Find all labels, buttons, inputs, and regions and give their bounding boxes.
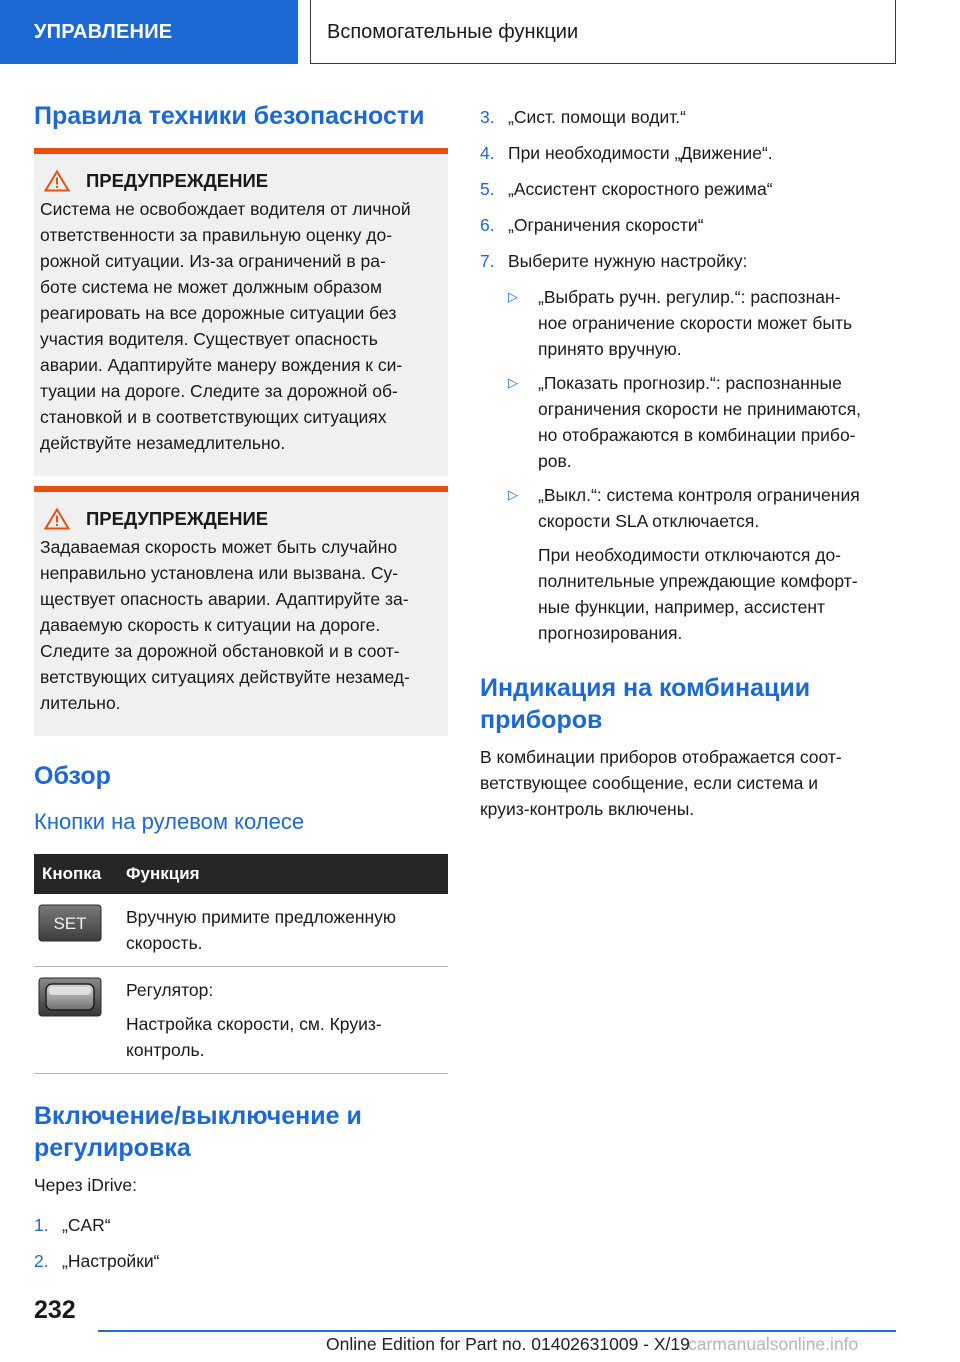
option-line: „Показать прогнозир.“: распознанные: [538, 373, 842, 393]
option-line: ное ограничение скорости может быть: [538, 313, 853, 333]
options-list: [480, 284, 896, 534]
set-button-icon: [38, 904, 102, 942]
display-heading: [480, 672, 896, 736]
option-text: [538, 482, 860, 534]
warning-title-text: ПРЕДУПРЕЖДЕНИЕ: [86, 170, 269, 191]
table-row: [34, 967, 448, 1074]
warning-line: действуйте незамедлительно.: [40, 433, 286, 453]
table-function-cell: [118, 967, 448, 1074]
list-item: [480, 140, 896, 166]
step-text: „CAR“: [62, 1215, 111, 1235]
table-header-row: [34, 854, 448, 894]
list-item: [34, 1212, 448, 1238]
table-icon-cell: [34, 967, 118, 1074]
step-number: 6.: [480, 215, 495, 235]
list-item: [34, 1248, 448, 1274]
note-line: При необходимости отключаются до-: [538, 545, 842, 565]
option-line: ров.: [538, 451, 572, 471]
steps-list: [34, 1212, 448, 1274]
section-tab: УПРАВЛЕНИЕ: [0, 0, 298, 64]
warning-line: Следите за дорожной обстановкой и в соот-: [40, 641, 400, 661]
display-paragraph: [480, 744, 896, 822]
warning-line: лительно.: [40, 693, 121, 713]
note-line: прогнозирования.: [538, 623, 683, 643]
option-line: ограничения скорости не принимаются,: [538, 399, 861, 419]
option-line: принято вручную.: [538, 339, 682, 359]
step-number: 1.: [34, 1215, 49, 1235]
table-icon-cell: [34, 894, 118, 967]
table-function-cell: [118, 894, 448, 967]
display-line: В комбинации приборов отображается соот-: [480, 747, 842, 767]
display-line: ветствующее сообщение, если система и: [480, 773, 818, 793]
warning-line: боте система не может должным образом: [40, 277, 383, 297]
left-column: [34, 100, 448, 1284]
note-line: ные функции, например, ассистент: [538, 597, 825, 617]
on-off-heading-line: Включение/выключение и: [34, 1102, 362, 1130]
table-header-button: Кнопка: [34, 854, 118, 894]
steps-list: [480, 104, 896, 274]
list-item: [480, 176, 896, 202]
step-number: 4.: [480, 143, 495, 163]
option-line: скорости SLA отключается.: [538, 511, 760, 531]
step-text: „Ассистент скоростного режима“: [508, 179, 773, 199]
warning-triangle-icon: [44, 170, 70, 192]
note-line: полнительные упреждающие комфорт-: [538, 571, 858, 591]
list-item: [480, 284, 896, 362]
edition-text: Online Edition for Part no. 01402631009 - X/19: [326, 1334, 690, 1354]
warning-title: [44, 508, 442, 530]
function-text: Регулятор:: [126, 980, 214, 1000]
list-item: [480, 248, 896, 274]
warning-line: даваемую скорость к ситуации на дороге.: [40, 615, 381, 635]
warning-box-1: [34, 148, 448, 476]
step-number: 2.: [34, 1251, 49, 1271]
warning-line: Задаваемая скорость может быть случайно: [40, 537, 398, 557]
safety-heading: Правила техники безопасности: [34, 102, 425, 130]
list-item: [480, 212, 896, 238]
step-text: „Сист. помощи водит.“: [508, 107, 686, 127]
step-number: 7.: [480, 251, 495, 271]
function-text: Настройка скорости, см. Круиз-: [126, 1014, 382, 1034]
warning-line: ществует опасность аварии. Адаптируйте за-: [40, 589, 409, 609]
function-text: скорость.: [126, 933, 203, 953]
via-idrive-text: Через iDrive:: [34, 1175, 137, 1195]
option-text: [538, 284, 852, 362]
function-text: контроль.: [126, 1040, 205, 1060]
function-text: Вручную примите предложенную: [126, 907, 397, 927]
list-item: [480, 370, 896, 474]
table-header-function: Функция: [118, 854, 448, 894]
step-text: „Настройки“: [62, 1251, 160, 1271]
buttons-heading: Кнопки на рулевом колесе: [34, 809, 305, 834]
warning-line: Система не освобождает водителя от личной: [40, 199, 411, 219]
warning-line: участия водителя. Существует опасность: [40, 329, 378, 349]
warning-line: туации на дороге. Следите за дорожной об-: [40, 381, 398, 401]
on-off-heading: [34, 1100, 448, 1164]
page-number: 232: [34, 1296, 76, 1324]
on-off-heading-line: регулировка: [34, 1134, 191, 1162]
step-text: При необходимости „Движение“.: [508, 143, 773, 163]
warning-line: аварии. Адаптируйте манеру вождения к си-: [40, 355, 403, 375]
table-row: [34, 894, 448, 967]
step-text: „Ограничения скорости“: [508, 215, 704, 235]
button-table: [34, 854, 448, 1074]
warning-line: неправильно установлена или вызвана. Су-: [40, 563, 399, 583]
bullet-triangle-icon: ▷: [508, 487, 518, 502]
display-heading-line: Индикация на комбинации: [480, 674, 811, 702]
display-heading-line: приборов: [480, 706, 603, 734]
warning-body: [40, 534, 442, 716]
warning-title: [44, 170, 442, 192]
warning-line: ветствующих ситуациях действуйте незамед-: [40, 667, 410, 687]
warning-line: рожной ситуации. Из-за ограничений в ра-: [40, 251, 386, 271]
display-line: круиз-контроль включены.: [480, 799, 695, 819]
note-paragraph: [480, 542, 896, 646]
warning-box-2: [34, 486, 448, 736]
rocker-switch-icon: [38, 977, 102, 1017]
option-line: но отображаются в комбинации прибо-: [538, 425, 856, 445]
option-line: „Выбрать ручн. регулир.“: распознан-: [538, 287, 841, 307]
bullet-triangle-icon: ▷: [508, 375, 518, 390]
set-button-label: SET: [53, 914, 87, 933]
option-text: [538, 370, 861, 474]
bullet-triangle-icon: ▷: [508, 289, 518, 304]
warning-line: ответственности за правильную оценку до-: [40, 225, 393, 245]
footer-divider: [98, 1330, 896, 1332]
list-item: [480, 482, 896, 534]
warning-line: становкой и в соответствующих ситуациях: [40, 407, 387, 427]
overview-heading: Обзор: [34, 762, 111, 790]
chapter-tab: Вспомогательные функции: [310, 0, 896, 64]
step-number: 5.: [480, 179, 495, 199]
step-text: Выберите нужную настройку:: [508, 251, 748, 271]
warning-title-text: ПРЕДУПРЕЖДЕНИЕ: [86, 508, 269, 529]
warning-triangle-icon: [44, 508, 70, 530]
option-line: „Выкл.“: система контроля ограничения: [538, 485, 860, 505]
step-number: 3.: [480, 107, 495, 127]
watermark-text: carmanualsonline.info: [688, 1334, 859, 1354]
warning-line: реагировать на все дорожные ситуации без: [40, 303, 397, 323]
warning-body: [40, 196, 442, 456]
right-column: [480, 100, 896, 822]
list-item: [480, 104, 896, 130]
